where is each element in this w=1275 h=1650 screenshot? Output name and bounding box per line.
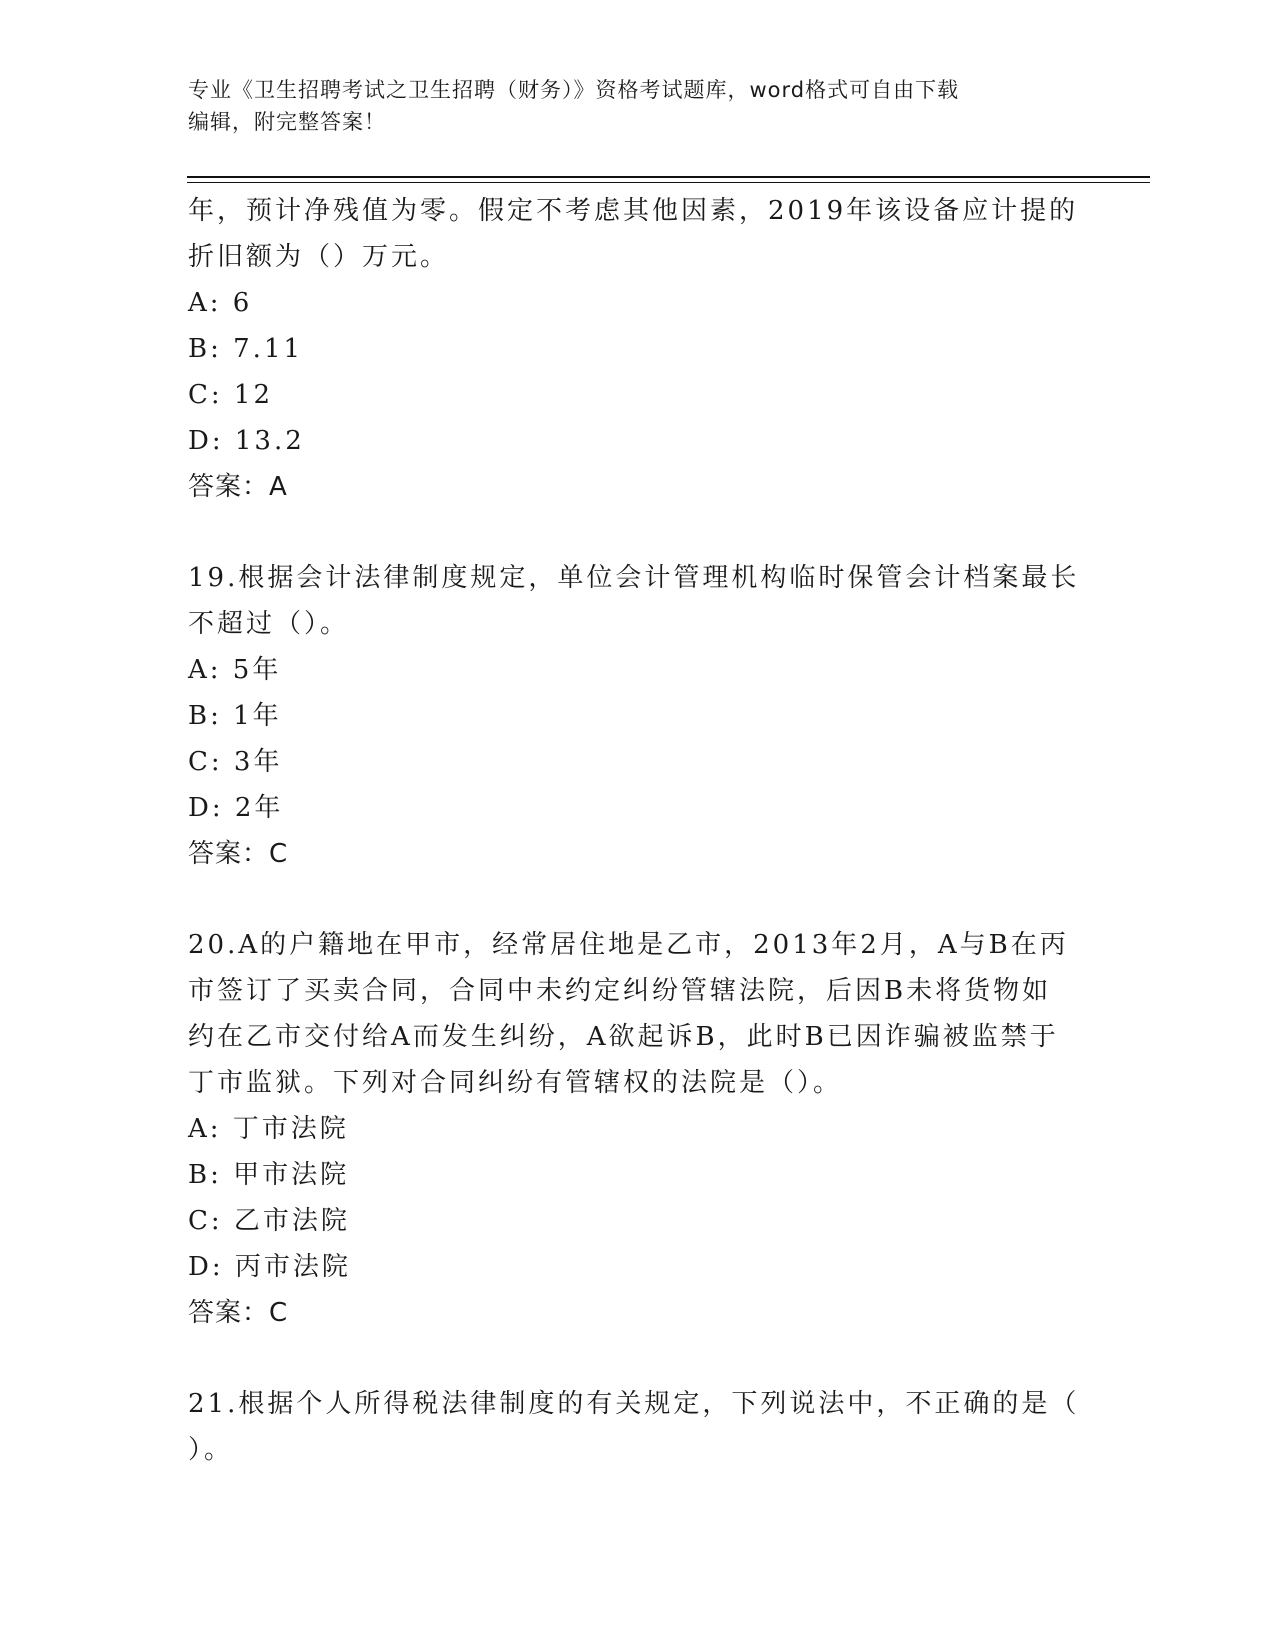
- question-21: [188, 1381, 1088, 1473]
- header-rule-thick: [187, 176, 1150, 178]
- question-19: [188, 555, 1088, 877]
- question-text: 20.A的户籍地在甲市，经常居住地是乙市，2013年2月，A与B在丙: [188, 930, 1069, 960]
- question-text: 年，预计净残值为零。假定不考虑其他因素，2019年该设备应计提的: [188, 196, 1079, 226]
- option-c: C: 3年: [188, 747, 283, 777]
- page-header: [188, 74, 1068, 138]
- question-text: 市签订了买卖合同，合同中未约定纠纷管辖法院，后因B未将货物如: [188, 976, 1052, 1006]
- question-18: [188, 188, 1088, 510]
- option-d: D: 13.2: [188, 426, 305, 456]
- question-text: 约在乙市交付给A而发生纠纷，A欲起诉B，此时B已因诈骗被监禁于: [188, 1022, 1059, 1052]
- header-line-1: 专业《卫生招聘考试之卫生招聘（财务）》资格考试题库，word格式可自由下载: [188, 78, 960, 102]
- answer: 答案：C: [188, 1298, 289, 1328]
- question-text: 丁市监狱。下列对合同纠纷有管辖权的法院是（）。: [188, 1068, 843, 1098]
- question-text: ）。: [188, 1435, 234, 1465]
- spacer: [188, 510, 1088, 555]
- option-a: A: 5年: [188, 655, 282, 685]
- option-a: A: 6: [188, 288, 253, 318]
- question-text: 折旧额为（）万元。: [188, 242, 450, 272]
- question-text: 19.根据会计法律制度规定，单位会计管理机构临时保管会计档案最长: [188, 563, 1080, 593]
- spacer: [188, 877, 1088, 922]
- option-c: C: 乙市法院: [188, 1206, 350, 1236]
- option-b: B: 1年: [188, 701, 282, 731]
- question-20: [188, 922, 1088, 1336]
- answer: 答案：A: [188, 472, 288, 502]
- option-b: B: 7.11: [188, 334, 304, 364]
- spacer: [188, 1336, 1088, 1381]
- header-line-2: 编辑，附完整答案！: [188, 110, 386, 134]
- header-rule-thin: [187, 182, 1150, 183]
- question-text: 21.根据个人所得税法律制度的有关规定，下列说法中，不正确的是（: [188, 1389, 1080, 1419]
- option-d: D: 2年: [188, 793, 284, 823]
- question-text: 不超过（）。: [188, 609, 350, 639]
- option-d: D: 丙市法院: [188, 1252, 351, 1282]
- option-b: B: 甲市法院: [188, 1160, 350, 1190]
- option-c: C: 12: [188, 380, 274, 410]
- question-list: [188, 188, 1088, 1473]
- answer: 答案：C: [188, 839, 289, 869]
- option-a: A: 丁市法院: [188, 1114, 349, 1144]
